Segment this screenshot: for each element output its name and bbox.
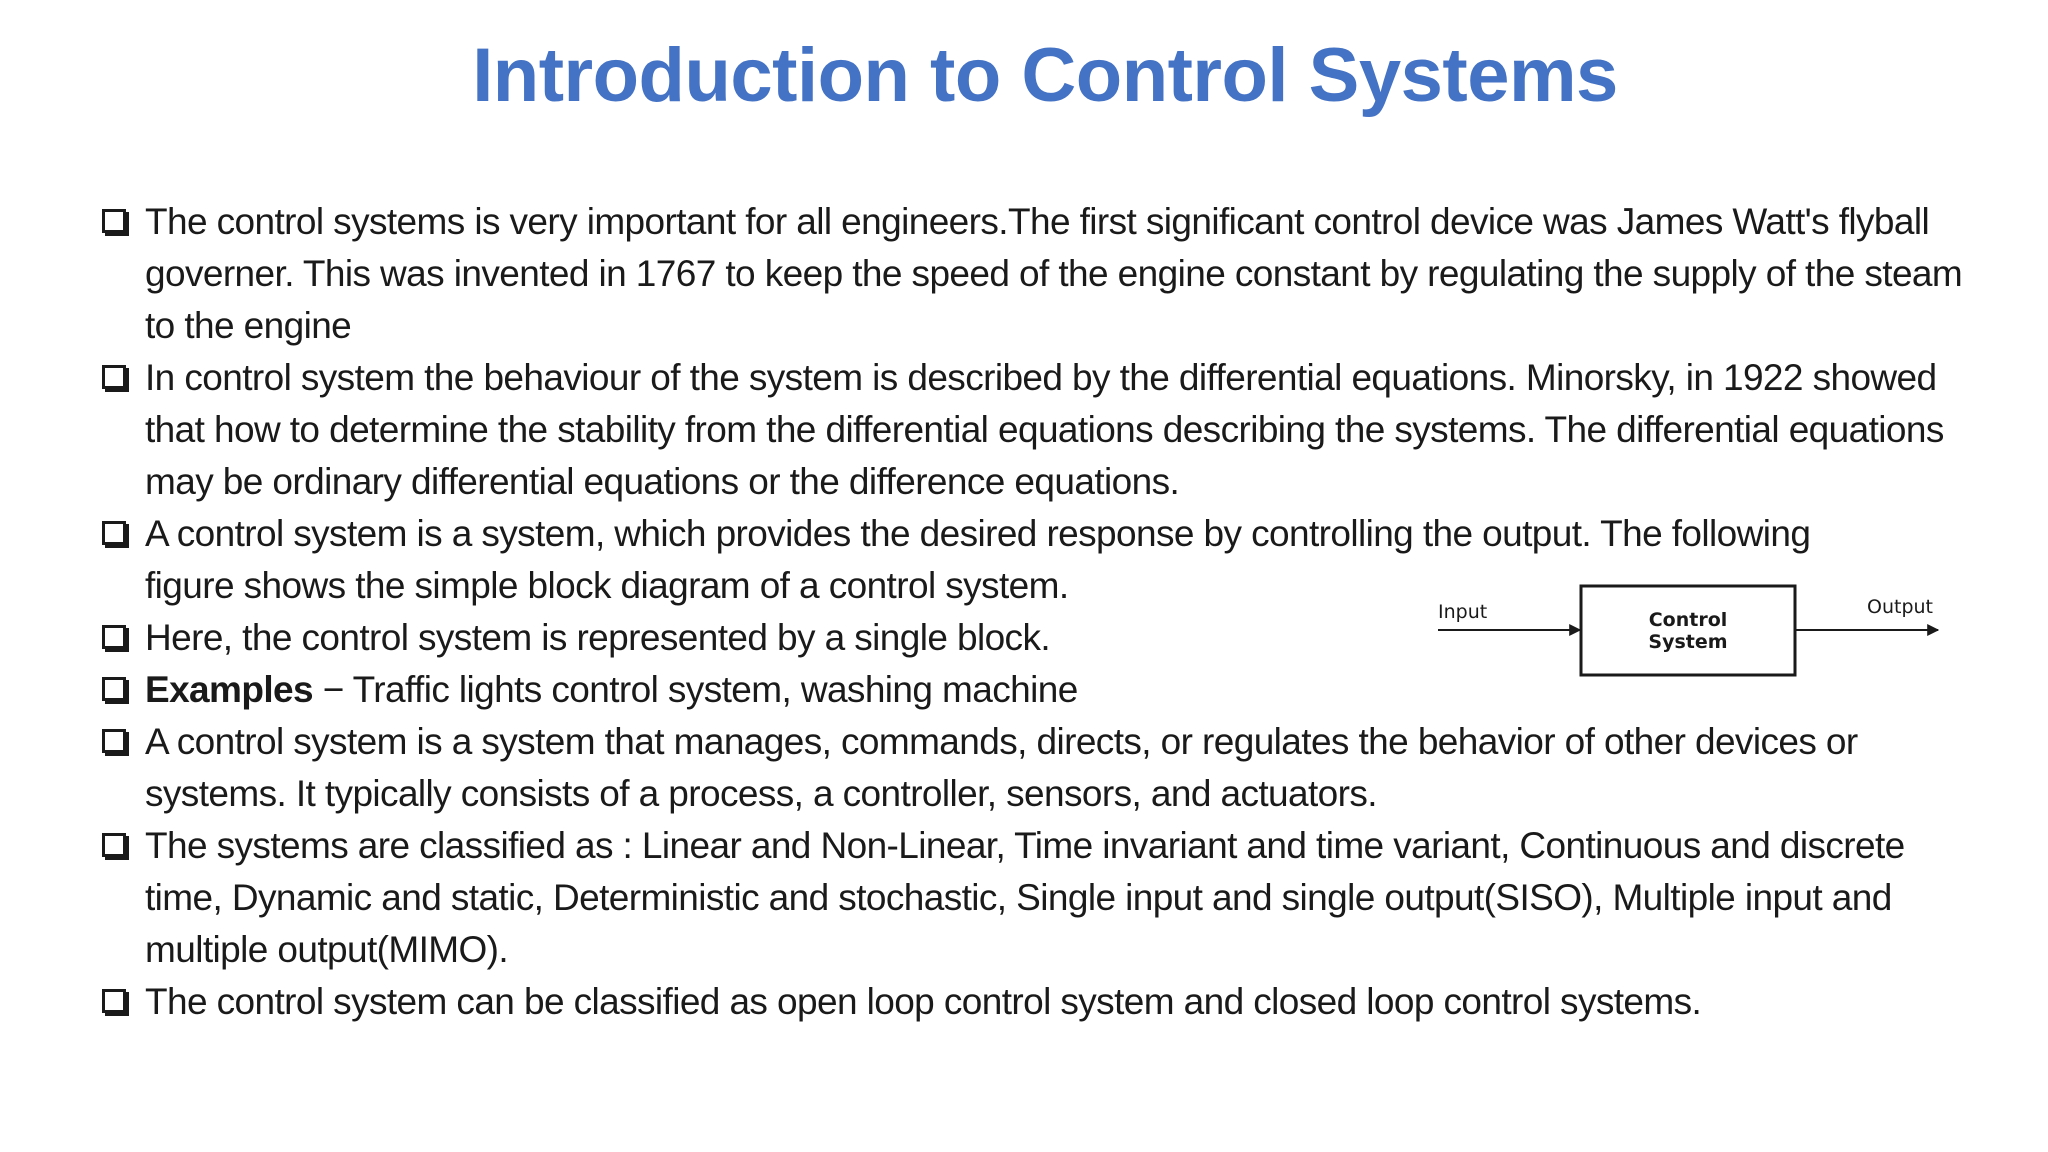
- checkbox-bullet-icon: [102, 833, 126, 857]
- checkbox-bullet-icon: [102, 365, 126, 389]
- input-label: Input: [1438, 601, 1488, 623]
- bullet-item: [96, 196, 1976, 352]
- checkbox-bullet-icon: [102, 209, 126, 233]
- checkbox-bullet-icon: [102, 521, 126, 545]
- slide-title: Introduction to Control Systems: [472, 33, 1618, 118]
- bullet-text: The control systems is very important for all engineers.The first significant control device was James Watt's flyball governer. This was invented in 1767 to keep the speed of the engine constant by regulating the supply of the steam to the engine: [145, 201, 1963, 346]
- bullet-text: A control system is a system that manages, commands, directs, or regulates the behavior of other devices or systems. It typically consists of a process, a controller, sensors, and actuators.: [145, 721, 1858, 814]
- checkbox-bullet-icon: [102, 729, 126, 753]
- block-label-line1: Control: [1648, 609, 1728, 631]
- bullet-item: [96, 976, 1976, 1028]
- bullet-text: Here, the control system is represented by a single block.: [145, 617, 1051, 658]
- bullet-text: The control system can be classified as open loop control system and closed loop control systems.: [145, 981, 1702, 1022]
- checkbox-bullet-icon: [102, 625, 126, 649]
- bullet-text: In control system the behaviour of the system is described by the differential equations. Minorsky, in 1922 showed that how to determine the stability from the differential equations describing the systems. The differential equations may be ordinary differential equations or the difference equations.: [145, 357, 1944, 502]
- bullet-text: A control system is a system, which provides the desired response by controlling the output. The following figure shows the simple block diagram of a control system.: [145, 513, 1811, 606]
- checkbox-bullet-icon: [102, 989, 126, 1013]
- checkbox-bullet-icon: [102, 677, 126, 701]
- bullet-text: − Traffic lights control system, washing machine: [312, 669, 1078, 710]
- bullet-item: [96, 716, 1976, 820]
- control-system-block-diagram: [1430, 580, 1950, 690]
- bullet-item: [96, 820, 1976, 976]
- bullet-text: The systems are classified as : Linear and Non-Linear, Time invariant and time variant, Continuous and discrete time, Dynamic and static, Deterministic and stochastic, Single input and single output(SISO), Multiple input and multiple output(MIMO).: [145, 825, 1905, 970]
- output-label: Output: [1867, 596, 1933, 618]
- block-label-line2: System: [1648, 631, 1728, 653]
- bullet-strong-text: Examples: [145, 669, 313, 710]
- bullet-item: [96, 352, 1976, 508]
